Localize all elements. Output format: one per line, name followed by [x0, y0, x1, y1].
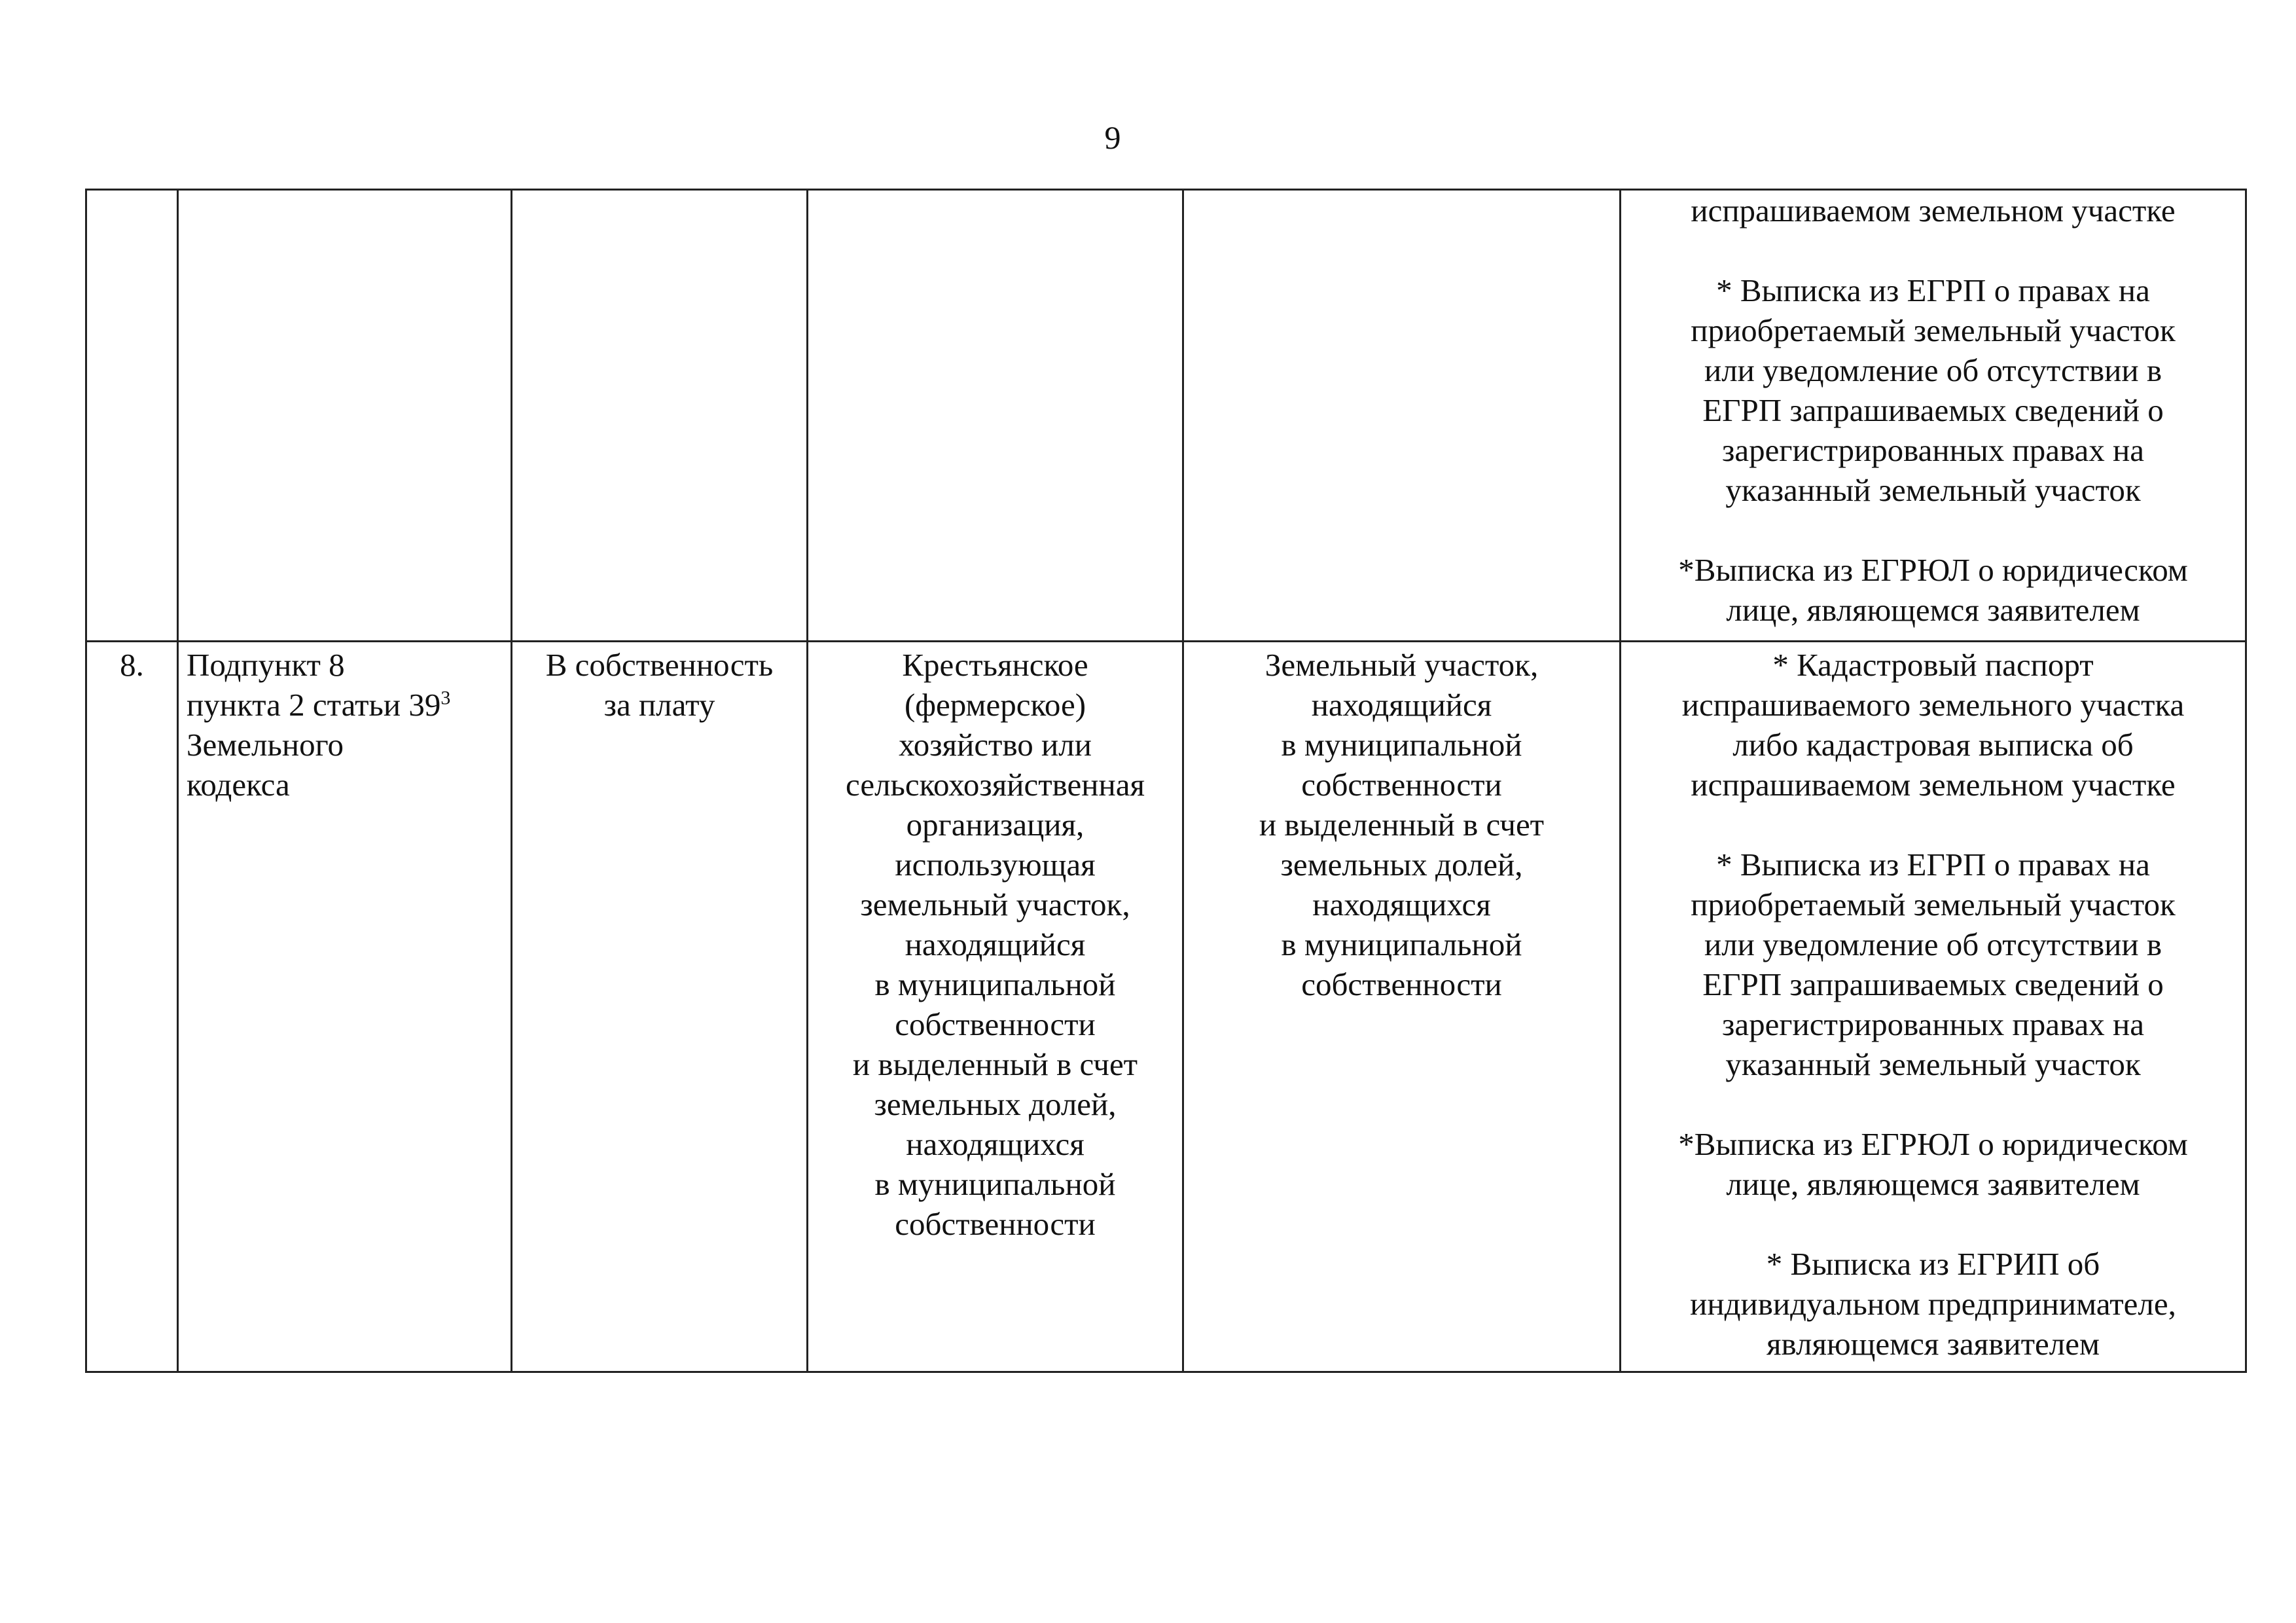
- cell-applicant: Крестьянское (фермерское) хозяйство или сельскохозяйственная организация, использующая земельный участок, находящийся в муниципальной собственности и выделенный в счет земельных долей, находящихся в муниципальной собственности: [808, 642, 1183, 1372]
- documents-list: [1629, 191, 2237, 630]
- cell-legal-basis: [178, 642, 512, 1372]
- document-item: испрашиваемом земельном участке: [1691, 192, 2176, 228]
- cell-land-plot: Земельный участок, находящийся в муниципальной собственности и выделенный в счет земельных долей, находящихся в муниципальной собственности: [1183, 642, 1621, 1372]
- cell-number: [86, 190, 178, 642]
- legal-basis-suffix: Земельного кодекса: [187, 727, 344, 803]
- article-superscript: 3: [440, 687, 451, 709]
- document-item: * Выписка из ЕГРП о правах на приобретаемый земельный участок или уведомление об отсутствии в ЕГРП запрашиваемых сведений о зарегистрированных правах на указанный земельный участок: [1691, 272, 2176, 508]
- document-item: *Выписка из ЕГРЮЛ о юридическом лице, являющемся заявителем: [1678, 552, 2188, 628]
- documents-table: [85, 189, 2247, 1373]
- legal-basis-text: Подпункт 8 пункта 2 статьи 39: [187, 647, 441, 723]
- cell-legal-basis: [178, 190, 512, 642]
- table-row-8: [86, 642, 2246, 1372]
- document-item: * Выписка из ЕГРИП об индивидуальном предпринимателе, являющемся заявителем: [1690, 1246, 2176, 1362]
- cell-documents: [1621, 642, 2246, 1372]
- documents-list: [1629, 645, 2237, 1364]
- document-item: * Выписка из ЕГРП о правах на приобретаемый земельный участок или уведомление об отсутствии в ЕГРП запрашиваемых сведений о зарегистрированных правах на указанный земельный участок: [1691, 847, 2176, 1082]
- table-row-continuation: [86, 190, 2246, 642]
- document-item: *Выписка из ЕГРЮЛ о юридическом лице, являющемся заявителем: [1678, 1126, 2188, 1202]
- cell-land-plot: [1183, 190, 1621, 642]
- page-number: 9: [1104, 119, 1121, 156]
- row-number: 8.: [120, 647, 144, 683]
- cell-number: [86, 642, 178, 1372]
- cell-documents: [1621, 190, 2246, 642]
- document-item: * Кадастровый паспорт испрашиваемого земельного участка либо кадастровая выписка об испрашиваемом земельном участке: [1681, 647, 2185, 803]
- cell-provision-type: В собственность за плату: [512, 642, 808, 1372]
- cell-provision-type: [512, 190, 808, 642]
- cell-applicant: [808, 190, 1183, 642]
